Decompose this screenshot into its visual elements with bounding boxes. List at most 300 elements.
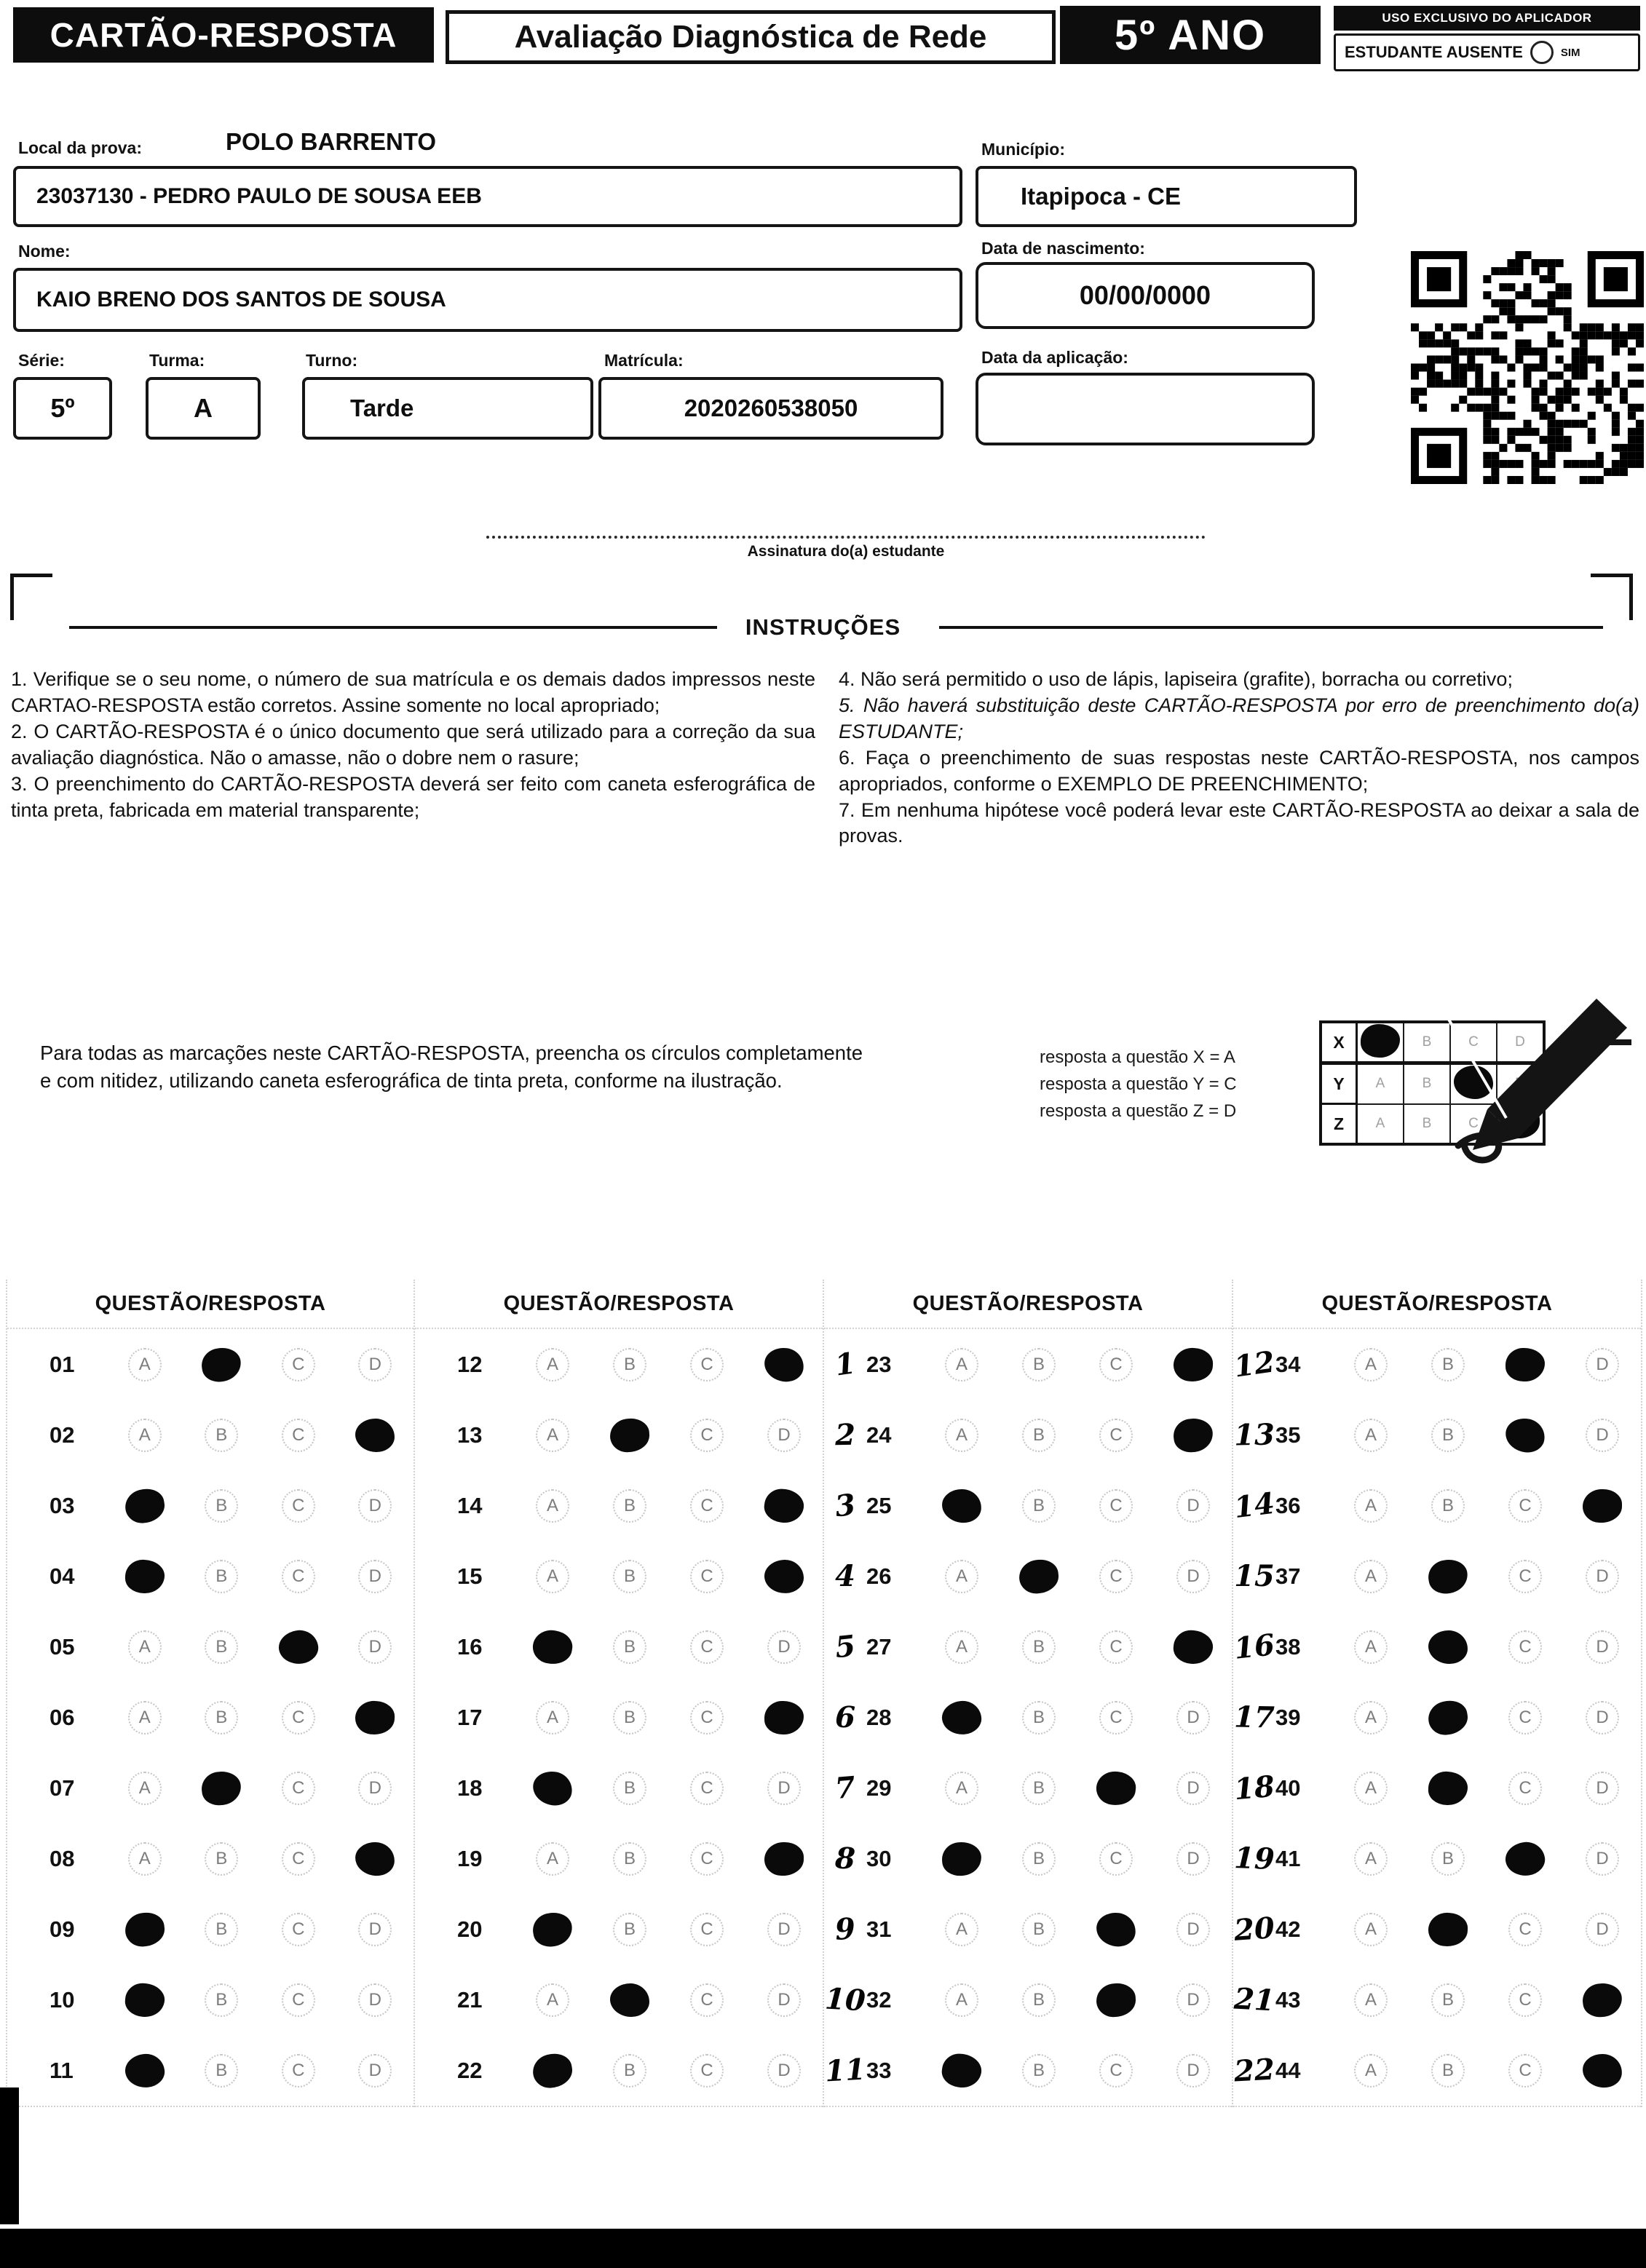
bubble-C-filled[interactable]	[1094, 1910, 1137, 1948]
answer-rows	[1233, 1328, 1641, 2107]
bubble-C[interactable]: C	[690, 1630, 724, 1664]
bubble-D[interactable]: D	[767, 1983, 801, 2017]
option-cell	[183, 1630, 261, 1664]
option-cell	[923, 1348, 1000, 1381]
bubble-C[interactable]: C	[282, 2054, 315, 2087]
bubble-D[interactable]: D	[1176, 1983, 1210, 2017]
option-cell	[1077, 1842, 1155, 1876]
bubble-A[interactable]: A	[1354, 2054, 1388, 2087]
bubble-D[interactable]: D	[1586, 1630, 1619, 1664]
bubble-C[interactable]: C	[282, 1348, 315, 1381]
bubble-A-filled[interactable]	[941, 1841, 982, 1877]
bubble-A[interactable]: A	[1354, 1630, 1388, 1664]
bubble-B[interactable]: B	[1022, 2054, 1056, 2087]
bubble-C[interactable]: C	[1099, 1489, 1133, 1523]
question-row	[824, 1823, 1232, 1894]
bubble-D[interactable]: D	[1586, 1419, 1619, 1452]
handwritten-number: 13	[1233, 1417, 1275, 1453]
bubble-A[interactable]: A	[128, 1842, 162, 1876]
instructions-right	[839, 667, 1639, 849]
bubble-D[interactable]: D	[358, 1772, 392, 1805]
bubble-B[interactable]: B	[205, 1489, 238, 1523]
bubble-B-filled[interactable]	[1426, 1698, 1471, 1737]
bubble-C[interactable]: C	[1099, 1560, 1133, 1593]
bubble-C-filled[interactable]	[1096, 1982, 1136, 2018]
bubble-D[interactable]: D	[1176, 1913, 1210, 1946]
bubble-C[interactable]: C	[282, 1913, 315, 1946]
bubble-D[interactable]: D	[1176, 1701, 1210, 1734]
option-cell	[1564, 1913, 1641, 1946]
answer-column	[415, 1280, 824, 2107]
bubble-B[interactable]: B	[205, 1842, 238, 1876]
bubble-D-filled[interactable]	[762, 1486, 806, 1525]
bubble-A[interactable]: A	[945, 1772, 978, 1805]
option-cell	[1155, 1842, 1232, 1876]
option-cell	[591, 1842, 668, 1876]
bubble-B[interactable]: B	[1022, 1772, 1056, 1805]
question-row	[1233, 1470, 1641, 1541]
bubble-C[interactable]: C	[1099, 2054, 1133, 2087]
instruction-item: 1. Verifique se o seu nome, o número de sua matrícula e os demais dados impressos neste CARTAO-RESPOSTA estão corretos. Assine somente no local apropriado;	[11, 668, 815, 716]
bubble-D[interactable]: D	[358, 1913, 392, 1946]
bubble-A[interactable]: A	[1354, 1489, 1388, 1523]
bubble-B-filled[interactable]	[1428, 1911, 1468, 1947]
option-cell	[337, 1489, 414, 1523]
exam-title: Avaliação Diagnóstica de Rede	[446, 10, 1056, 64]
question-row	[7, 1400, 414, 1470]
bubble-D[interactable]: D	[1176, 1842, 1210, 1876]
bubble-A[interactable]: A	[128, 1419, 162, 1452]
bubble-B[interactable]: B	[613, 1913, 646, 1946]
option-cell	[337, 2054, 414, 2087]
option-cell	[337, 1983, 414, 2017]
option-cell	[1332, 1630, 1409, 1664]
bubble-C-filled[interactable]	[1095, 1769, 1138, 1807]
instruction-item: 6. Faça o preenchimento de suas respostas neste CARTÃO-RESPOSTA, nos campos apropriados, conforme o EXEMPLO DE PREENCHIMENTO;	[839, 746, 1639, 795]
question-row	[415, 1682, 823, 1753]
bubble-A-filled[interactable]	[124, 1981, 166, 2018]
bubble-A-filled[interactable]	[123, 1911, 166, 1948]
option-cell	[668, 1419, 745, 1452]
registration-mark-bottom	[0, 2229, 1646, 2268]
option-cell	[106, 1630, 183, 1664]
option-cell	[1487, 1913, 1564, 1946]
bubble-C[interactable]: C	[282, 1772, 315, 1805]
option-cell	[1409, 1913, 1487, 1946]
aplicacao-field	[976, 373, 1315, 445]
signature-line[interactable]	[486, 536, 1206, 539]
bubble-D[interactable]: D	[358, 2054, 392, 2087]
option-cell	[1487, 1630, 1564, 1664]
bubble-A[interactable]: A	[536, 1701, 569, 1734]
option-cell	[1409, 1489, 1487, 1523]
absent-bubble[interactable]	[1530, 41, 1554, 64]
bubble-D-filled[interactable]	[764, 1559, 804, 1594]
question-number: 27	[866, 1633, 892, 1660]
bubble-C[interactable]: C	[1099, 1701, 1133, 1734]
bubble-C[interactable]: C	[1508, 2054, 1542, 2087]
bubble-D[interactable]: D	[358, 1560, 392, 1593]
option-cell	[1332, 1983, 1409, 2017]
bubble-A[interactable]: A	[536, 1489, 569, 1523]
bubble-D-filled[interactable]	[355, 1841, 396, 1877]
bubble-B[interactable]: B	[205, 1419, 238, 1452]
corner-mark-right-v	[1629, 574, 1633, 620]
bubble-A-filled[interactable]	[531, 2051, 575, 2090]
bubble-A[interactable]: A	[536, 1419, 569, 1452]
option-cell	[923, 1489, 1000, 1523]
bubble-B[interactable]: B	[613, 2054, 646, 2087]
bubble-A[interactable]: A	[945, 1630, 978, 1664]
bubble-B[interactable]: B	[1431, 1489, 1465, 1523]
bubble-C[interactable]: C	[690, 1701, 724, 1734]
option-cell	[745, 1842, 823, 1876]
matricula-field: 2020260538050	[598, 377, 943, 440]
bubble-D[interactable]: D	[1176, 1772, 1210, 1805]
bubble-A-filled[interactable]	[941, 1488, 982, 1524]
option-cell	[591, 1419, 668, 1452]
option-cell	[668, 1983, 745, 2017]
example-filled-bubble	[1361, 1024, 1400, 1058]
turma-label: Turma:	[149, 351, 205, 370]
option-cell	[260, 1772, 337, 1805]
option-cell	[1564, 1983, 1641, 2017]
bubble-C[interactable]: C	[1508, 1913, 1542, 1946]
bubble-C[interactable]: C	[282, 1842, 315, 1876]
option-cell	[1332, 1842, 1409, 1876]
bubble-D[interactable]: D	[1176, 1489, 1210, 1523]
bubble-B-filled[interactable]	[1425, 1556, 1470, 1596]
bubble-D[interactable]: D	[358, 1489, 392, 1523]
bubble-D-filled[interactable]	[1580, 1980, 1623, 2018]
question-row	[1233, 1964, 1641, 2035]
option-cell	[337, 1560, 414, 1593]
option-cell	[745, 1772, 823, 1805]
bubble-C[interactable]: C	[690, 1348, 724, 1381]
handwritten-number: 12	[1232, 1344, 1277, 1384]
bubble-B[interactable]: B	[1022, 1489, 1056, 1523]
bubble-D[interactable]: D	[767, 1913, 801, 1946]
bubble-D[interactable]: D	[1176, 1560, 1210, 1593]
bubble-C[interactable]: C	[1508, 1560, 1542, 1593]
bubble-C[interactable]: C	[1508, 1630, 1542, 1664]
bubble-B[interactable]: B	[613, 1348, 646, 1381]
bubble-C[interactable]: C	[1099, 1348, 1133, 1381]
option-cell	[923, 1701, 1000, 1734]
example-cell	[1404, 1022, 1450, 1063]
bubble-D[interactable]: D	[358, 1983, 392, 2017]
bubble-B[interactable]: B	[613, 1630, 646, 1664]
option-cell	[1000, 1913, 1077, 1946]
option-cell	[514, 1419, 591, 1452]
instruction-item: 4. Não será permitido o uso de lápis, lapiseira (grafite), borracha ou corretivo;	[839, 668, 1513, 690]
option-cell	[1409, 1348, 1487, 1381]
bubble-A[interactable]: A	[945, 1419, 978, 1452]
student-absent-label: ESTUDANTE AUSENTE	[1345, 43, 1523, 61]
bubble-D[interactable]: D	[767, 2054, 801, 2087]
bubble-C[interactable]: C	[282, 1701, 315, 1734]
question-number: 40	[1275, 1775, 1301, 1801]
bubble-B[interactable]: B	[1022, 1842, 1056, 1876]
bubble-C[interactable]: C	[1508, 1983, 1542, 2017]
option-cell	[1000, 1772, 1077, 1805]
bubble-C[interactable]: C	[690, 2054, 724, 2087]
handwritten-number: 2	[834, 1417, 856, 1453]
bubble-C[interactable]: C	[1508, 1489, 1542, 1523]
option-cell	[260, 1701, 337, 1734]
bubble-C[interactable]: C	[690, 1913, 724, 1946]
bubble-B-filled[interactable]	[610, 1983, 650, 2017]
question-row	[1233, 1541, 1641, 1611]
option-cell	[337, 1913, 414, 1946]
bubble-A[interactable]: A	[1354, 1419, 1388, 1452]
bubble-A-filled[interactable]	[941, 1699, 983, 1736]
bubble-A[interactable]: A	[1354, 1348, 1388, 1381]
option-cell	[1564, 1489, 1641, 1523]
option-cell	[1409, 1419, 1487, 1452]
question-number: 44	[1275, 2057, 1301, 2083]
option-cell	[260, 1983, 337, 2017]
bubble-A[interactable]: A	[536, 1348, 569, 1381]
option-cell	[183, 1348, 261, 1381]
bubble-C[interactable]: C	[690, 1983, 724, 2017]
bubble-D[interactable]: D	[1586, 1348, 1619, 1381]
option-cell	[183, 1772, 261, 1805]
question-number: 20	[457, 1916, 483, 1942]
bubble-C[interactable]: C	[1508, 1701, 1542, 1734]
bubble-B[interactable]: B	[613, 1842, 646, 1876]
bubble-B[interactable]: B	[1431, 2054, 1465, 2087]
bubble-D[interactable]: D	[1586, 1842, 1619, 1876]
bubble-A-filled[interactable]	[122, 1486, 167, 1526]
bubble-D-filled[interactable]	[1171, 1416, 1214, 1454]
option-cell	[106, 1913, 183, 1946]
local-label: Local da prova:	[18, 138, 142, 157]
question-number: 32	[866, 1986, 892, 2013]
bubble-D[interactable]: D	[358, 1630, 392, 1664]
option-cell	[183, 2054, 261, 2087]
option-cell	[514, 1983, 591, 2017]
bubble-D-filled[interactable]	[355, 1700, 395, 1735]
option-cell	[183, 1983, 261, 2017]
bubble-B[interactable]: B	[1022, 1913, 1056, 1946]
bubble-D[interactable]: D	[1586, 1701, 1619, 1734]
handwritten-number: 9	[834, 1911, 857, 1947]
option-cell	[1487, 1983, 1564, 2017]
answer-rows	[7, 1328, 414, 2107]
bubble-B[interactable]: B	[1022, 1701, 1056, 1734]
bubble-A[interactable]: A	[1354, 1772, 1388, 1805]
bubble-A[interactable]: A	[945, 1348, 978, 1381]
bubble-B[interactable]: B	[1431, 1419, 1465, 1452]
bubble-C[interactable]: C	[1099, 1419, 1133, 1452]
turma-field: A	[146, 377, 261, 440]
bubble-A[interactable]: A	[1354, 1983, 1388, 2017]
option-cell	[260, 1630, 337, 1664]
bubble-D-filled[interactable]	[762, 1345, 805, 1383]
bubble-D[interactable]: D	[1586, 1913, 1619, 1946]
bubble-B-filled[interactable]	[1428, 1630, 1468, 1664]
bubble-A-filled[interactable]	[531, 1627, 575, 1667]
option-cell	[591, 1772, 668, 1805]
signature-area[interactable]	[486, 536, 1206, 560]
bubble-A[interactable]: A	[945, 1560, 978, 1593]
bubble-A[interactable]: A	[1354, 1701, 1388, 1734]
option-cell	[260, 1489, 337, 1523]
bubble-C-filled[interactable]	[1503, 1415, 1547, 1455]
option-cell	[745, 1348, 823, 1381]
question-number: 21	[457, 1986, 483, 2013]
example-option: A	[1375, 1115, 1385, 1131]
bubble-B[interactable]: B	[205, 1630, 238, 1664]
bubble-C[interactable]: C	[1099, 1842, 1133, 1876]
bubble-B[interactable]: B	[1022, 1983, 1056, 2017]
bubble-D[interactable]: D	[1586, 1560, 1619, 1593]
bubble-C-filled[interactable]	[1503, 1839, 1547, 1878]
bubble-D-filled[interactable]	[1172, 1628, 1214, 1665]
handwritten-number: 10	[823, 1981, 867, 2018]
bubble-D-filled[interactable]	[355, 1418, 395, 1452]
bubble-A-filled[interactable]	[124, 1559, 165, 1594]
bubble-A[interactable]: A	[1354, 1560, 1388, 1593]
bubble-B-filled[interactable]	[200, 1769, 243, 1807]
bubble-C[interactable]: C	[282, 1560, 315, 1593]
option-cell	[1487, 1348, 1564, 1381]
option-cell	[1564, 1842, 1641, 1876]
bubble-A-filled[interactable]	[940, 2051, 984, 2090]
option-cell	[1077, 1701, 1155, 1734]
question-number: 34	[1275, 1351, 1301, 1377]
option-cell	[1077, 1348, 1155, 1381]
example-legend	[1040, 1044, 1316, 1125]
bubble-D-filled[interactable]	[764, 1842, 804, 1876]
option-cell	[106, 1701, 183, 1734]
bubble-B[interactable]: B	[613, 1701, 646, 1734]
bubble-B[interactable]: B	[205, 1913, 238, 1946]
bubble-C[interactable]: C	[282, 1419, 315, 1452]
option-cell	[745, 1701, 823, 1734]
bubble-A-filled[interactable]	[530, 1909, 574, 1949]
bubble-B[interactable]: B	[205, 1983, 238, 2017]
bubble-B[interactable]: B	[205, 1701, 238, 1734]
bubble-B-filled[interactable]	[609, 1417, 650, 1453]
answer-grid	[6, 1280, 1642, 2107]
bubble-C[interactable]: C	[1099, 1630, 1133, 1664]
bubble-D-filled[interactable]	[1581, 2053, 1623, 2089]
bubble-C-filled[interactable]	[1505, 1347, 1546, 1381]
option-cell	[745, 1489, 823, 1523]
bubble-C-filled[interactable]	[277, 1627, 320, 1666]
answer-column-header: QUESTÃO/RESPOSTA	[503, 1291, 735, 1315]
bubble-D[interactable]: D	[767, 1630, 801, 1664]
option-cell	[183, 1701, 261, 1734]
bubble-D-filled[interactable]	[1173, 1347, 1214, 1382]
question-row	[824, 1611, 1232, 1682]
bubble-C[interactable]: C	[690, 1842, 724, 1876]
question-number: 13	[457, 1422, 483, 1448]
bubble-A[interactable]: A	[945, 1983, 978, 2017]
bubble-C[interactable]: C	[282, 1983, 315, 2017]
bubble-D[interactable]: D	[358, 1348, 392, 1381]
bubble-B[interactable]: B	[205, 1560, 238, 1593]
option-cell	[1332, 1348, 1409, 1381]
question-row	[415, 1329, 823, 1400]
bubble-A[interactable]: A	[536, 1842, 569, 1876]
bubble-B-filled[interactable]	[1428, 1771, 1468, 1806]
bubble-D-filled[interactable]	[1583, 1489, 1622, 1523]
bubble-D[interactable]: D	[767, 1772, 801, 1805]
legend-line: resposta a questão Z = D	[1040, 1101, 1237, 1122]
option-cell	[1409, 1772, 1487, 1805]
bubble-C[interactable]: C	[690, 1772, 724, 1805]
bubble-D-filled[interactable]	[764, 1700, 804, 1734]
bubble-B-filled[interactable]	[1018, 1558, 1061, 1595]
question-row	[824, 1894, 1232, 1964]
bubble-A-filled[interactable]	[124, 2052, 166, 2089]
bubble-B[interactable]: B	[205, 2054, 238, 2087]
bubble-A-filled[interactable]	[530, 1768, 574, 1808]
bubble-B[interactable]: B	[613, 1772, 646, 1805]
option-cell	[1487, 1489, 1564, 1523]
bubble-B[interactable]: B	[1022, 1630, 1056, 1664]
bubble-B[interactable]: B	[1431, 1983, 1465, 2017]
option-cell	[1564, 1772, 1641, 1805]
bubble-D[interactable]: D	[1586, 1772, 1619, 1805]
bubble-D[interactable]: D	[767, 1419, 801, 1452]
bubble-A[interactable]: A	[128, 1772, 162, 1805]
handwritten-number: 11	[823, 2052, 867, 2089]
bubble-C[interactable]: C	[1508, 1772, 1542, 1805]
question-number: 03	[50, 1492, 75, 1518]
option-cell	[1487, 1772, 1564, 1805]
question-number: 06	[50, 1704, 75, 1730]
option-cell	[1077, 2054, 1155, 2087]
bubble-A[interactable]: A	[128, 1630, 162, 1664]
municipio-field: Itapipoca - CE	[976, 166, 1357, 227]
bubble-A[interactable]: A	[945, 1913, 978, 1946]
bubble-D[interactable]: D	[1176, 2054, 1210, 2087]
bubble-A[interactable]: A	[536, 1983, 569, 2017]
question-row	[7, 1682, 414, 1753]
bubble-C[interactable]: C	[282, 1489, 315, 1523]
bubble-B[interactable]: B	[1022, 1419, 1056, 1452]
instructions-title: INSTRUÇÕES	[745, 614, 901, 640]
bubble-B-filled[interactable]	[199, 1344, 244, 1384]
option-cell	[745, 1419, 823, 1452]
option-cell	[668, 1701, 745, 1734]
bubble-C[interactable]: C	[690, 1419, 724, 1452]
bubble-A[interactable]: A	[536, 1560, 569, 1593]
instruction-item: 2. O CARTÃO-RESPOSTA é o único documento que será utilizado para a correção da sua avaliação diagnóstica. Não o amasse, não o dobre nem o rasure;	[11, 720, 815, 769]
option-cell	[1487, 2054, 1564, 2087]
bubble-A[interactable]: A	[1354, 1842, 1388, 1876]
bubble-B[interactable]: B	[1022, 1348, 1056, 1381]
bubble-C[interactable]: C	[690, 1560, 724, 1593]
option-cell	[1332, 1701, 1409, 1734]
option-cell	[1332, 1560, 1409, 1593]
bubble-B[interactable]: B	[1431, 1348, 1465, 1381]
bubble-B[interactable]: B	[613, 1560, 646, 1593]
bubble-C[interactable]: C	[690, 1489, 724, 1523]
handwritten-number: 1	[832, 1346, 858, 1383]
bubble-B[interactable]: B	[1431, 1842, 1465, 1876]
option-cell	[923, 1842, 1000, 1876]
bubble-B[interactable]: B	[613, 1489, 646, 1523]
bubble-A[interactable]: A	[1354, 1913, 1388, 1946]
bubble-A[interactable]: A	[128, 1348, 162, 1381]
option-cell	[514, 1842, 591, 1876]
bubble-A[interactable]: A	[128, 1701, 162, 1734]
